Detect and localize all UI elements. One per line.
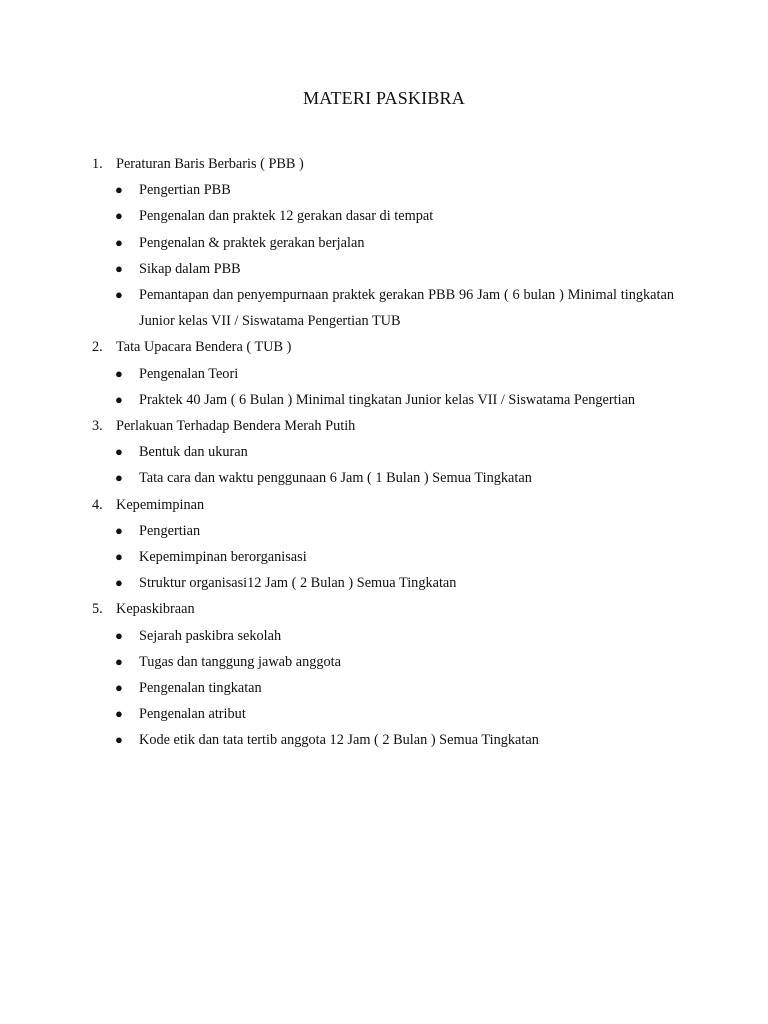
section-label: Peraturan Baris Berbaris ( PBB ) bbox=[116, 156, 304, 172]
list-item-text: Pengenalan & praktek gerakan berjalan bbox=[139, 234, 365, 251]
list-item-text: Sikap dalam PBB bbox=[139, 260, 241, 277]
list-item bbox=[0, 518, 768, 544]
bullet-icon: ● bbox=[115, 391, 123, 407]
list-item bbox=[0, 282, 768, 334]
bullet-icon: ● bbox=[115, 548, 123, 564]
section-label: Perlakuan Terhadap Bendera Merah Putih bbox=[116, 418, 356, 434]
bullet-icon: ● bbox=[115, 287, 123, 302]
bullet-icon: ● bbox=[115, 182, 123, 198]
list-item bbox=[0, 387, 768, 413]
section-heading bbox=[0, 334, 768, 360]
list-item-text: Pemantapan dan penyempurnaan praktek gerakan PBB 96 Jam ( 6 bulan ) Minimal tingkatan Junior kelas VII / Siswatama Pengertian TUB bbox=[139, 287, 674, 330]
list-item-text: Struktur organisasi12 Jam ( 2 Bulan ) Semua Tingkatan bbox=[139, 575, 457, 592]
section-number: 1. bbox=[92, 156, 103, 172]
list-item bbox=[0, 439, 768, 465]
list-item-text: Sejarah paskibra sekolah bbox=[139, 627, 282, 644]
bullet-icon: ● bbox=[115, 706, 123, 722]
list-item bbox=[0, 570, 768, 596]
list-item-text: Pengenalan atribut bbox=[139, 706, 246, 723]
bullet-icon: ● bbox=[115, 365, 123, 381]
document-title: MATERI PASKIBRA bbox=[303, 88, 465, 108]
list-item-text: Tugas dan tanggung jawab anggota bbox=[139, 653, 341, 670]
list-item-text: Praktek 40 Jam ( 6 Bulan ) Minimal tingkatan Junior kelas VII / Siswatama Pengertian bbox=[139, 391, 636, 408]
list-item bbox=[0, 544, 768, 570]
section-heading bbox=[0, 596, 768, 622]
list-item bbox=[0, 649, 768, 675]
list-item-text: Pengertian bbox=[139, 522, 201, 539]
section-heading bbox=[0, 413, 768, 439]
bullet-icon: ● bbox=[115, 679, 123, 695]
section-4 bbox=[0, 492, 768, 597]
list-item-text: Kepemimpinan berorganisasi bbox=[139, 548, 307, 565]
list-item-text: Bentuk dan ukuran bbox=[139, 444, 248, 461]
list-item-text: Tata cara dan waktu penggunaan 6 Jam ( 1 Bulan ) Semua Tingkatan bbox=[139, 470, 532, 487]
bullet-icon: ● bbox=[115, 470, 123, 486]
bullet-icon: ● bbox=[115, 627, 123, 643]
bullet-icon: ● bbox=[115, 522, 123, 538]
list-item-text: Pengenalan Teori bbox=[139, 365, 239, 382]
list-item bbox=[0, 230, 768, 256]
bullet-icon: ● bbox=[115, 732, 123, 748]
section-label: Kepemimpinan bbox=[116, 496, 205, 513]
section-3 bbox=[0, 413, 768, 492]
list-item bbox=[0, 701, 768, 727]
section-label: Tata Upacara Bendera ( TUB ) bbox=[116, 339, 292, 356]
section-heading bbox=[0, 492, 768, 518]
list-item bbox=[0, 177, 768, 203]
section-5 bbox=[0, 596, 768, 753]
section-2 bbox=[0, 334, 768, 413]
bullet-icon: ● bbox=[115, 208, 123, 224]
list-item bbox=[0, 623, 768, 649]
list-item-text: Pengenalan tingkatan bbox=[139, 679, 262, 696]
bullet-icon: ● bbox=[115, 653, 123, 669]
section-heading bbox=[0, 151, 768, 177]
section-number: 5. bbox=[92, 601, 103, 618]
bullet-icon: ● bbox=[115, 444, 123, 460]
bullet-icon: ● bbox=[115, 234, 123, 250]
list-item bbox=[0, 203, 768, 229]
section-number: 3. bbox=[92, 418, 103, 434]
list-item bbox=[0, 256, 768, 282]
list-item-text: Pengertian PBB bbox=[139, 182, 231, 199]
list-item-text: Kode etik dan tata tertib anggota 12 Jam ( 2 Bulan ) Semua Tingkatan bbox=[139, 732, 539, 749]
bullet-icon: ● bbox=[115, 260, 123, 276]
list-item bbox=[0, 361, 768, 387]
bullet-icon: ● bbox=[115, 575, 123, 591]
section-number: 2. bbox=[92, 339, 103, 356]
outline-list bbox=[0, 151, 768, 754]
list-item bbox=[0, 675, 768, 701]
section-number: 4. bbox=[92, 496, 103, 513]
list-item bbox=[0, 465, 768, 491]
section-label: Kepaskibraan bbox=[116, 601, 195, 618]
list-item bbox=[0, 727, 768, 753]
list-item-text: Pengenalan dan praktek 12 gerakan dasar di tempat bbox=[139, 208, 434, 225]
section-1 bbox=[0, 151, 768, 334]
